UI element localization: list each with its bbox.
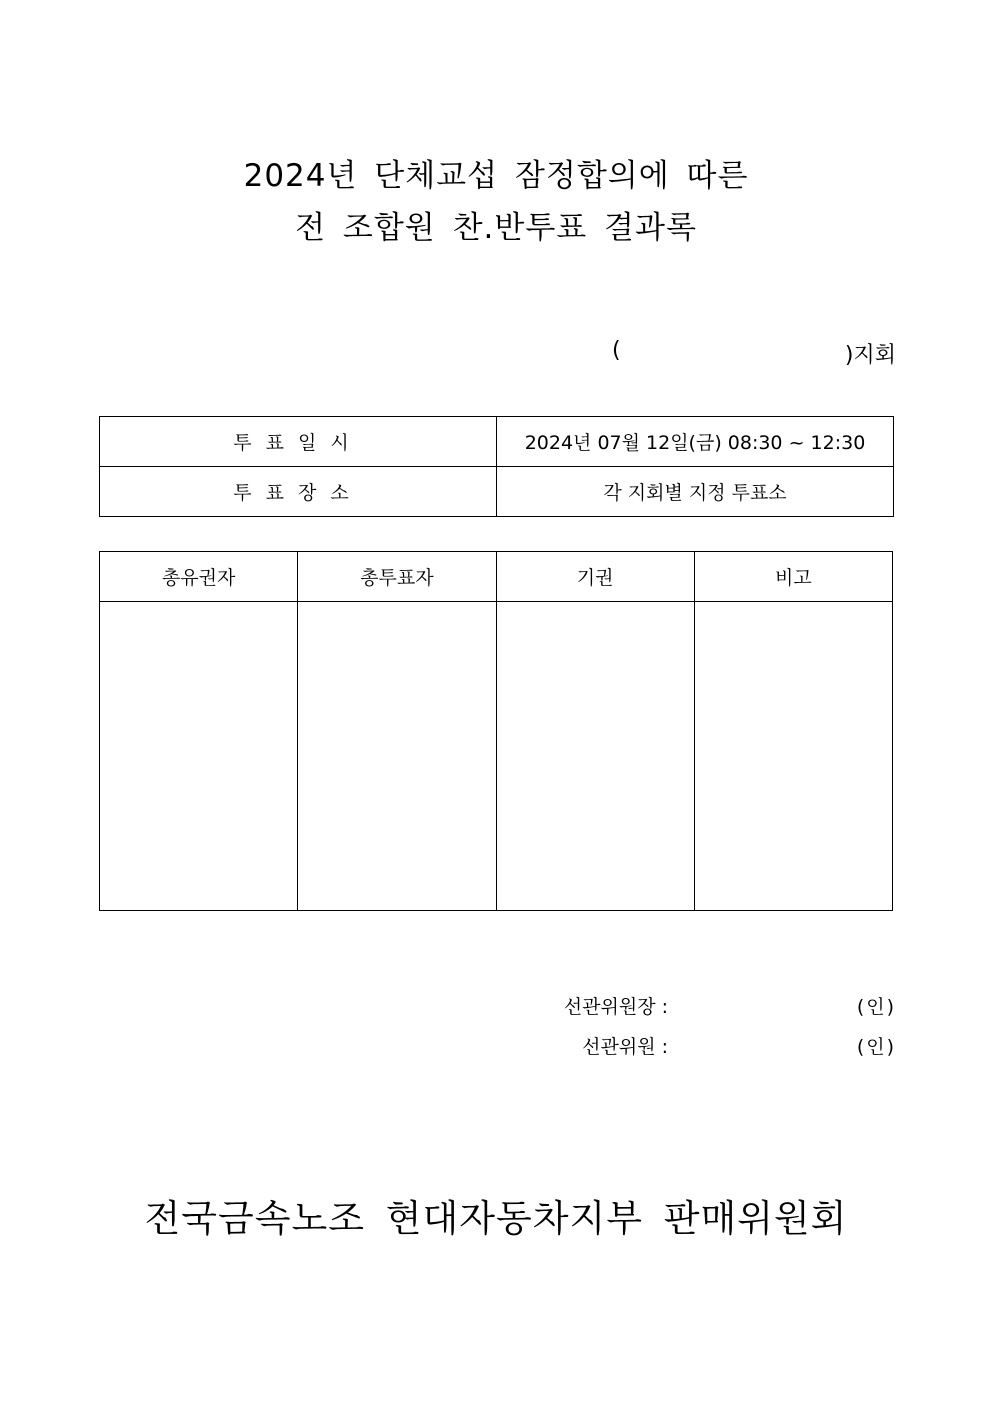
- table-row: [100, 417, 894, 467]
- signature-label: 선관위원장 :: [563, 996, 668, 1018]
- cell-abstention: [496, 602, 694, 911]
- cell-remarks: [694, 602, 892, 911]
- header-total-votes-cast: 총투표자: [298, 552, 496, 602]
- table-header-row: [100, 552, 893, 602]
- vote-date-value: 2024년 07월 12일(금) 08:30 ~ 12:30: [497, 417, 894, 467]
- branch-label: )지회: [844, 343, 896, 368]
- header-total-voters: 총유권자: [100, 552, 298, 602]
- header-remarks: 비고: [694, 552, 892, 602]
- table-row: [100, 602, 893, 911]
- branch-field: [612, 338, 896, 370]
- signature-line-chair: [500, 992, 896, 1022]
- vote-place-value: 각 지회별 지정 투표소: [497, 467, 894, 517]
- signature-line-member: [500, 1032, 896, 1062]
- seal-mark: (인): [856, 1036, 896, 1058]
- document-title-line2: 전 조합원 찬.반투표 결과록: [295, 210, 697, 246]
- cell-total-voters: [100, 602, 298, 911]
- cell-total-votes-cast: [298, 602, 496, 911]
- organization-name: 전국금속노조 현대자동차지부 판매위원회: [144, 1197, 848, 1240]
- signature-label: 선관위원 :: [582, 1036, 668, 1058]
- vote-info-table: [99, 416, 894, 517]
- vote-place-label: 투표장소: [100, 467, 497, 517]
- seal-mark: (인): [856, 996, 896, 1018]
- branch-open-paren: (: [612, 338, 621, 363]
- vote-date-label: 투표일시: [100, 417, 497, 467]
- header-abstention: 기권: [496, 552, 694, 602]
- table-row: [100, 467, 894, 517]
- vote-results-table: [99, 551, 893, 911]
- document-title-line1: 2024년 단체교섭 잠정합의에 따른: [243, 158, 749, 194]
